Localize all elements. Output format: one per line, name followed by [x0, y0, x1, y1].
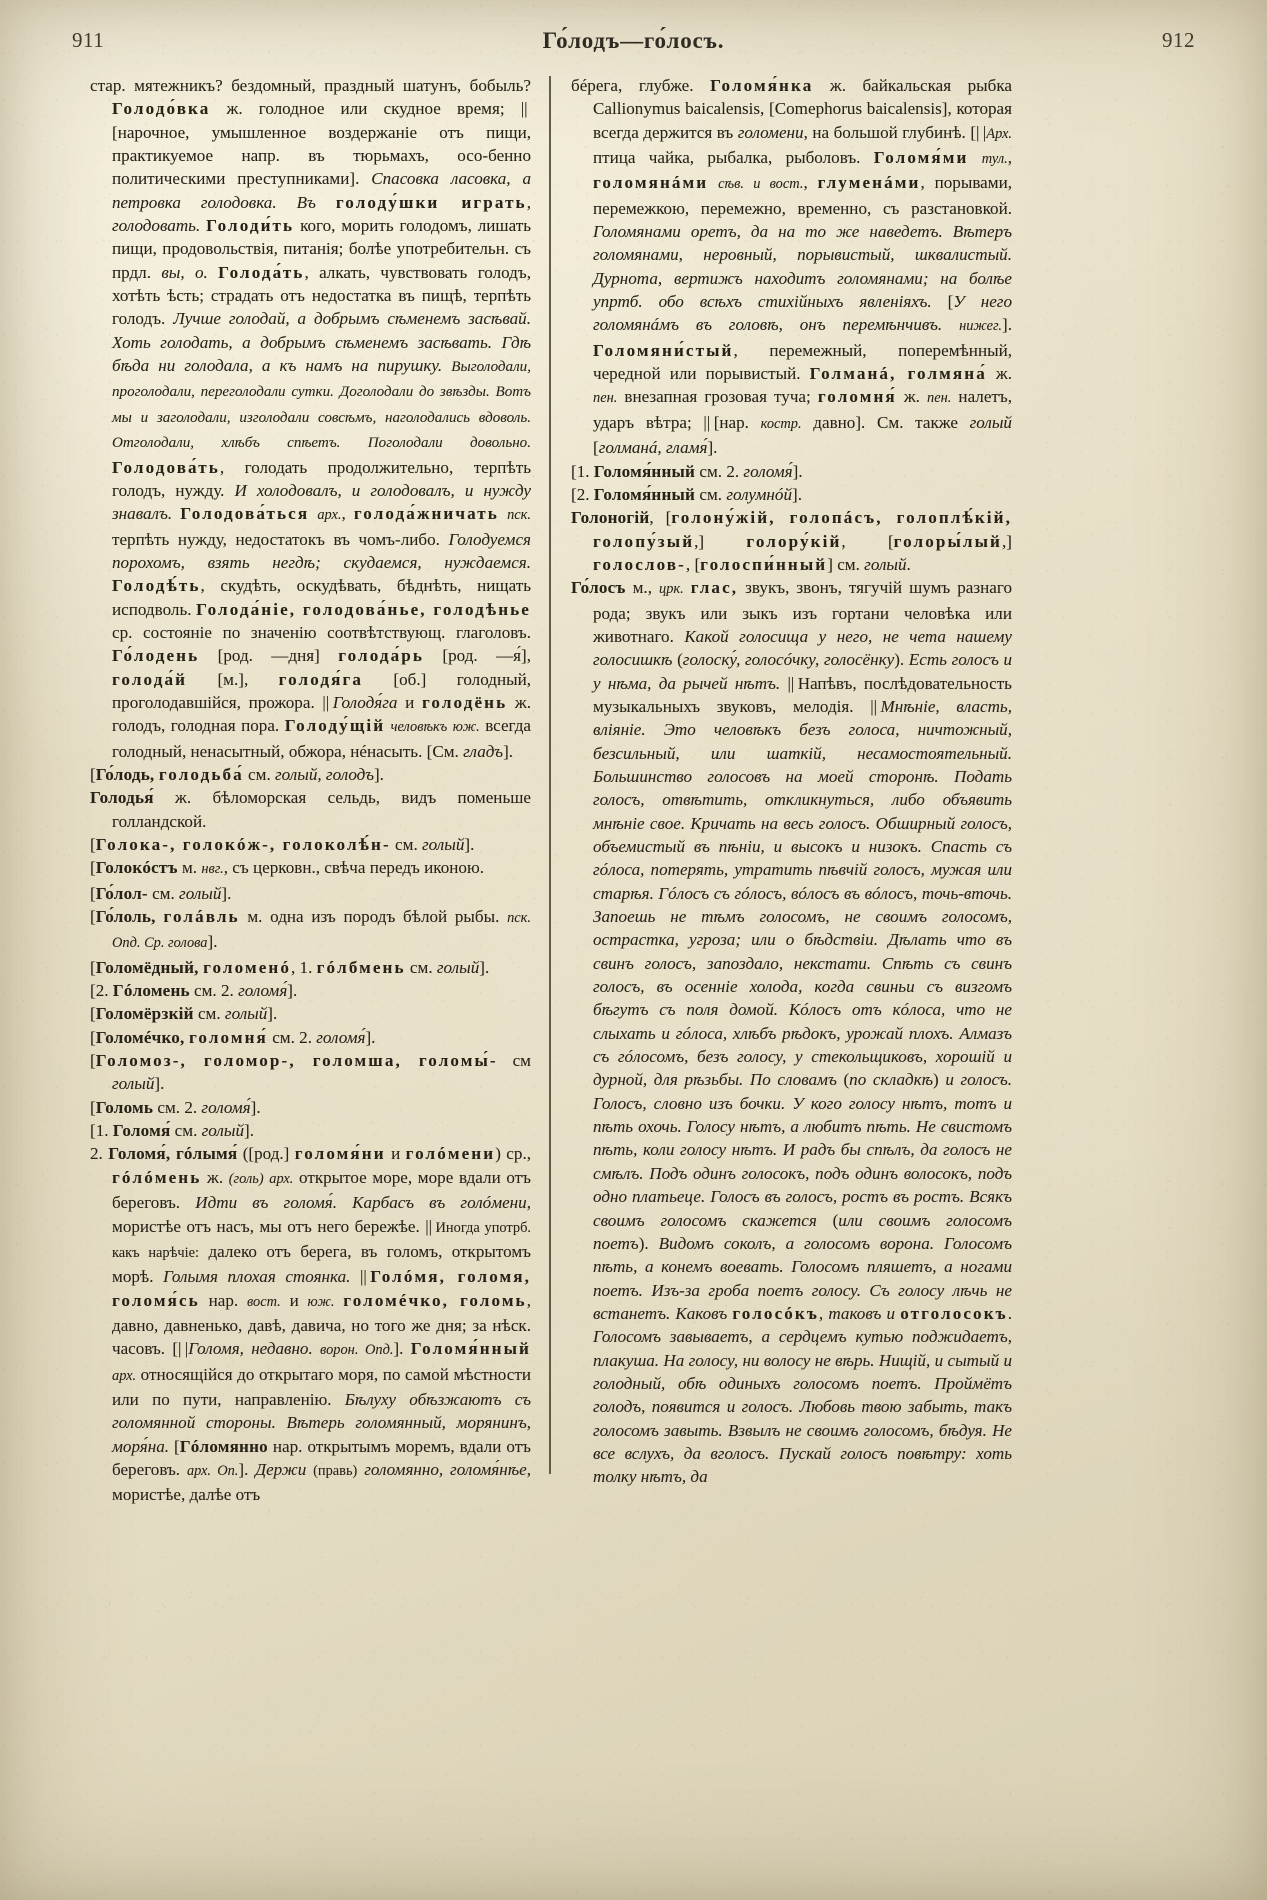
dictionary-entry: [Голокóстъ м. нвг., съ церковн., свѣча передъ иконою.	[90, 858, 485, 878]
page-title: Го́лодъ—го́лосъ.	[542, 28, 725, 53]
dictionary-entry: [1. Голомя́ см. голый].	[90, 1121, 254, 1141]
column-right	[551, 74, 1012, 1774]
dictionary-entry: [Голомёрзкій см. голый].	[90, 1004, 278, 1024]
column-left	[90, 74, 549, 1774]
dictionary-entry: [Го́лоль, голáвль м. одна изъ породъ бѣлой рыбы. пск. Опд. Ср. голова].	[90, 907, 531, 952]
folio-left: 911	[72, 28, 105, 52]
dictionary-entry: [Голомéчко, голомня́ см. 2. голомя́].	[90, 1027, 376, 1047]
dictionary-entry: Голодья́ ж. бѣломорская сельдь, видъ поменьше голландской.	[90, 788, 531, 831]
folio-right: 912	[1162, 28, 1195, 52]
dictionary-entry: стар. мятежникъ? бездомный, праздный шатунъ, бобыль? Голодо́вка ж. голодное или скудное время; || [нарочное, умышленное воздержаніе отъ пищи, практикуемое напр. въ тюрьмахъ, осо‑бенно политическими преступниками]. Спасовка ласовка, а петровка голодовка. Въ голоду́шки играть, голодовать. Голоди́ть кого, морить голодомъ, лишать пищи, продовольствія, питанія; болѣе употребительн. съ прдл. вы, о. Голода́ть, алкать, чувствовать голодъ, хотѣть ѣсть; страдать отъ недостатка въ пищѣ, терпѣть голодъ. Лучше голодай, а добрымъ сѣменемъ засѣвай. Хоть голодать, а добрымъ сѣменемъ засѣвать. Гдѣ бѣда ни голодала, а къ намъ на пирушку. Выголодали, проголодали, переголодали сутки. Доголодали до звѣзды. Вотъ мы и заголодали, изголодали совсѣмъ, наголодались вдоволь. Отголодали, хлѣбъ спѣетъ. Поголодали довольно. Голодова́ть, голодать продолжительно, терпѣть голодъ, нужду. И холодовалъ, и голодовалъ, и нужду знавалъ. Голодова́ться арх., голода́жничать пск. терпѣть нужду, недостатокъ въ чомъ-либо. Голодуемся порохомъ, взять негдѣ; скудаемся, нуждаемся. Голодѣ́ть, скудѣть, оскудѣвать, бѣднѣть, нищать исподволь. Голода́ніе, голодова́нье, голодѣнье ср. состояніе по значенію соотвѣтствующ. глаголовъ. Го́лодень [род. —дня] голода́рь [род. —я́], голода́й [м.], голодя́га [об.] голодный, проголодавшійся, прожора. || Голодя́га и голодёнь ж. голодъ, голодная пора. Голоду́щій человѣкъ юж. всегда голодный, ненасытный, обжора, нéнасыть. [См. гладъ].	[90, 76, 532, 761]
dictionary-entry: [1. Голомя́нный см. 2. голомя́].	[571, 461, 803, 481]
dictionary-entry: [Го́лол- см. голый].	[90, 883, 232, 903]
dictionary-entry: [Голока-, голокóж-, голоколѣ́н- см. голый].	[90, 835, 475, 854]
running-head	[72, 28, 1195, 62]
dictionary-entry: [Го́лодь, голодьба́ см. голый, голодъ].	[90, 764, 384, 784]
dictionary-entry: [Голомёдный, голоменó, 1. гóлбмень см. голый].	[90, 957, 490, 977]
dictionary-entry: [Голомоз-, голомор-, голомша, голомы́- см голый].	[90, 1051, 531, 1094]
dictionary-entry: [Голомь см. 2. голомя́].	[90, 1097, 261, 1117]
dictionary-entry: [2. Голомя́нный см. голумнóй].	[571, 484, 802, 504]
dictionary-entry: Голоногій, [голону́жій, голопáсъ, голоплѣ́кій, голопу́зый,] голору́кій, [голоры́лый,] голослов-, [голоспи́нный] см. голый.	[571, 508, 1012, 574]
dictionary-entry: бéрега, глубже. Голомя́нка ж. байкальская рыбка Callionymus baicalensis, [Comephorus baicalensis], которая всегда держится въ голомени, на большой глубинѣ. [| |Арх. птица чайка, рыбалка, рыболовъ. Голомя́ми тул., голомянáми сѣв. и вост., глуменáми, порывами, перемежкою, перемежно, временно, съ разстановкой. Голомянами оретъ, да на то же наведетъ. Вѣтеръ голомянами, неровный, порывистый, шквалистый. Дурнота, вертижъ находитъ голомянами; на болѣе упртб. обо всѣхъ стихійныхъ явленіяхъ. [У него голомянáмъ въ головѣ, онъ перемѣнчивъ. нижег.]. Голомяни́стый, перемежный, поперемѣнный, чередной или порывистый. Голманá, голмяна́ ж. пен. внезапная грозовая туча; голомня́ ж. пен. налетъ, ударъ вѣтра; || [нар. костр. давно]. См. также голый [голманá, гламя́].	[571, 76, 1013, 458]
dictionary-entry: [2. Гóломень см. 2. голомя́].	[90, 981, 298, 1001]
column-divider-rule	[549, 76, 551, 1474]
dictionary-entry: Го́лосъ м., црк. глас, звукъ, звонъ, тягучій шумъ разнаго рода; звукъ или зыкъ изъ гортани человѣка или животнаго. Какой голосища у него, не чета нашему голосишкѣ (голоску́, голосóчку, голосёнку). Есть голосъ и у нѣма, да рычей нѣтъ. || Напѣвъ, послѣдовательность музыкальныхъ звуковъ, мелодія. || Мнѣніе, власть, вліяніе. Это человѣкъ безъ голоса, ничтожный, безсильный, или шаткій, несамостоятельный. Большинство голосовъ на моей сторонѣ. Подать голосъ, отвѣтить, откликнуться, либо объявить мнѣніе свое. Кричать на весь голосъ. Обширный голосъ, объемистый въ пѣніи, и высокъ и низокъ. Спасть съ гóлоса, потерять, утратить пѣвчій голосъ, мужая или старѣя. Гóлосъ съ гóлосъ, вóлосъ въ вóлосъ, точь-вточь. Запоешь не тѣмъ голосомъ, не своимъ голосомъ, острастка, угроза; или о бѣдствіи. Дѣлать что въ свинъ голосъ, запоздало, некстати. Спѣть съ свинъ голосъ, въ осеннiе холода, когда свиньи съ визгомъ бѣгутъ съ поля домой. Кóлосъ отъ кóлоса, что не слыхать и гóлоса, хлѣбъ рѣдокъ, урожай плохъ. Алмазъ съ гóлосомъ, безъ голосу, у стекольщиковъ, хорошій и дурной, для рѣзьбы. По словамъ (по складкѣ) и голосъ. Голосъ, словно изъ бочки. У кого голосу нѣтъ, тотъ и пѣть охочь. Голосу нѣтъ, а любитъ пѣть. Не свистомъ пѣть, коли голосу нѣтъ. И радъ бы спѣлъ, да голосъ не смѣлъ. Подъ одинъ голосокъ, подъ одинъ волосокъ, подъ одно платьеце. Голосъ въ голосъ, ростъ въ ростъ. Всякъ своимъ голосомъ скажется (или своимъ голосомъ поетъ). Видомъ соколъ, а голосомъ ворона. Голосомъ пѣть, а конемъ воевать. Голосомъ пляшетъ, а ногами поетъ. Изъ-за гроба поетъ голосу. Съ голосу лѣчь не встанетъ. Каковъ голосóкъ, таковъ и отголосокъ. Голосомъ завываетъ, а сердцемъ кутью поджидаетъ, плакуша. На голосу, ни волосу не вѣрь. Нищій, и сытый и голодный, обѣ одиныхъ голосомъ поетъ. Проймётъ голодъ, появится и голосъ. Любовь твою забыть, такъ голосомъ завыть. Взвылъ не своимъ голосомъ, бѣдуя. Не все вслухъ, да вголосъ. Пускай голосъ повѣтру: хоть толку нѣтъ, да	[571, 578, 1013, 1487]
dictionary-entry: 2. Голомя́, гóлымя́ ([род.] голомя́ни и голóмени) ср., гóлóмень ж. (голь) арх. открытое море, море вдали отъ береговъ. Идти въ голомя́. Карбасъ въ голóмени, мористѣе отъ насъ, мы отъ него бережѣе. || Иногда употрб. какъ нарѣчіе: далеко отъ берега, въ голомъ, открытомъ морѣ. Голымя плохая стоянка. || Голóмя, голомя, голомя́сь нар. вост. и юж. голомéчко, голомь, давно, давненько, давѣ, давича, но того же дня; за нѣск. часовъ. [| |Голомя, недавно. ворон. Опд.]. Голомя́нный арх. относящійся до открытаго моря, по самой мѣстности или по пути, направленію. Бѣлуху обѣзжаютъ съ голомянной стороны. Вѣтерь голомянный, морянинъ, моря́на. [Гóломянно нар. открытымъ моремъ, вдали отъ береговъ. арх. Оп.]. Держи (правь) голомянно, голомя́нѣе, мористѣе, далѣе отъ	[90, 1144, 532, 1505]
text-columns	[90, 74, 1180, 1774]
